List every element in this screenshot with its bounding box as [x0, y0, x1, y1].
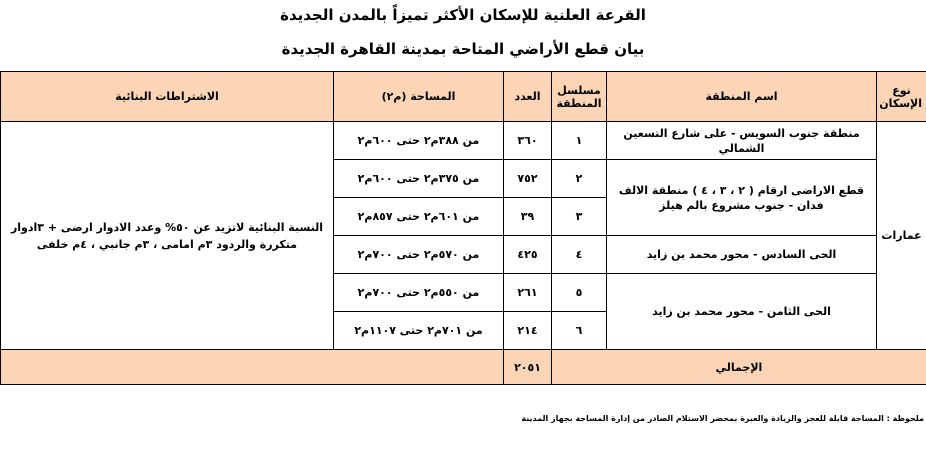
- page-subtitle: بيان قطع الأراضي المتاحة بمدينة القاهرة الجديدة: [281, 40, 645, 58]
- count-cell: ٧٥٢: [504, 160, 552, 198]
- serial-cell: ٥: [552, 274, 607, 312]
- page-title: القرعة العلنية للإسكان الأكثر تميزاً بالمدن الجديدة: [280, 6, 646, 24]
- header-housing-type: نوع الإسكان: [877, 72, 926, 122]
- count-cell: ٣٦٠: [504, 122, 552, 160]
- area-name-cell: الحى الثامن - محور محمد بن زايد: [607, 274, 877, 350]
- footnote: ملحوظة : المساحة قابلة للعجز والزيادة والعبرة بمحضر الاستلام الصادر من إدارة المساحة بجهاز المدينة: [521, 414, 924, 423]
- table-row: [1, 122, 926, 160]
- header-conditions: الاشتراطات البنائية: [1, 72, 334, 122]
- size-cell: من ٦٠١م٢ حتى ٨٥٧م٢: [334, 198, 504, 236]
- area-name-cell: الحى السادس - محور محمد بن زايد: [607, 236, 877, 274]
- header-count: العدد: [504, 72, 552, 122]
- size-cell: من ٥٧٠م٢ حتى ٧٠٠م٢: [334, 236, 504, 274]
- serial-cell: ٤: [552, 236, 607, 274]
- conditions-cell: النسبة البنائية لاتزيد عن ٥٠% وعدد الادوار ارضى + ٣ادوار متكررة والردود ٣م امامى ، ٣م جانبي ، ٤م خلفى: [1, 122, 334, 350]
- total-label-cell: الإجمالي: [552, 350, 926, 385]
- housing-type-cell: عمارات: [877, 122, 926, 350]
- count-cell: ٢١٤: [504, 312, 552, 350]
- header-size: المساحة (م٢): [334, 72, 504, 122]
- serial-cell: ١: [552, 122, 607, 160]
- size-cell: من ٣٧٥م٢ حتى ٦٠٠م٢: [334, 160, 504, 198]
- serial-cell: ٢: [552, 160, 607, 198]
- area-name-cell: قطع الاراضى ارقام ( ٢ ، ٣ ، ٤ ) منطقة الالف فدان - جنوب مشروع بالم هيلز: [607, 160, 877, 236]
- count-cell: ٢٦١: [504, 274, 552, 312]
- size-cell: من ٧٠١م٢ حتى ١١٠٧م٢: [334, 312, 504, 350]
- header-serial: مسلسل المنطقة: [552, 72, 607, 122]
- total-empty-cell: [1, 350, 504, 385]
- size-cell: من ٣٨٨م٢ حتى ٦٠٠م٢: [334, 122, 504, 160]
- count-cell: ٣٩: [504, 198, 552, 236]
- serial-cell: ٣: [552, 198, 607, 236]
- count-cell: ٤٢٥: [504, 236, 552, 274]
- total-row: [1, 350, 926, 385]
- area-name-cell: منطقة جنوب السويس - على شارع التسعين الشمالي: [607, 122, 877, 160]
- land-plots-table: [0, 71, 926, 385]
- serial-cell: ٦: [552, 312, 607, 350]
- header-area-name: اسم المنطقة: [607, 72, 877, 122]
- size-cell: من ٥٥٠م٢ حتى ٧٠٠م٢: [334, 274, 504, 312]
- total-count-cell: ٢٠٥١: [504, 350, 552, 385]
- table-header-row: [1, 72, 926, 122]
